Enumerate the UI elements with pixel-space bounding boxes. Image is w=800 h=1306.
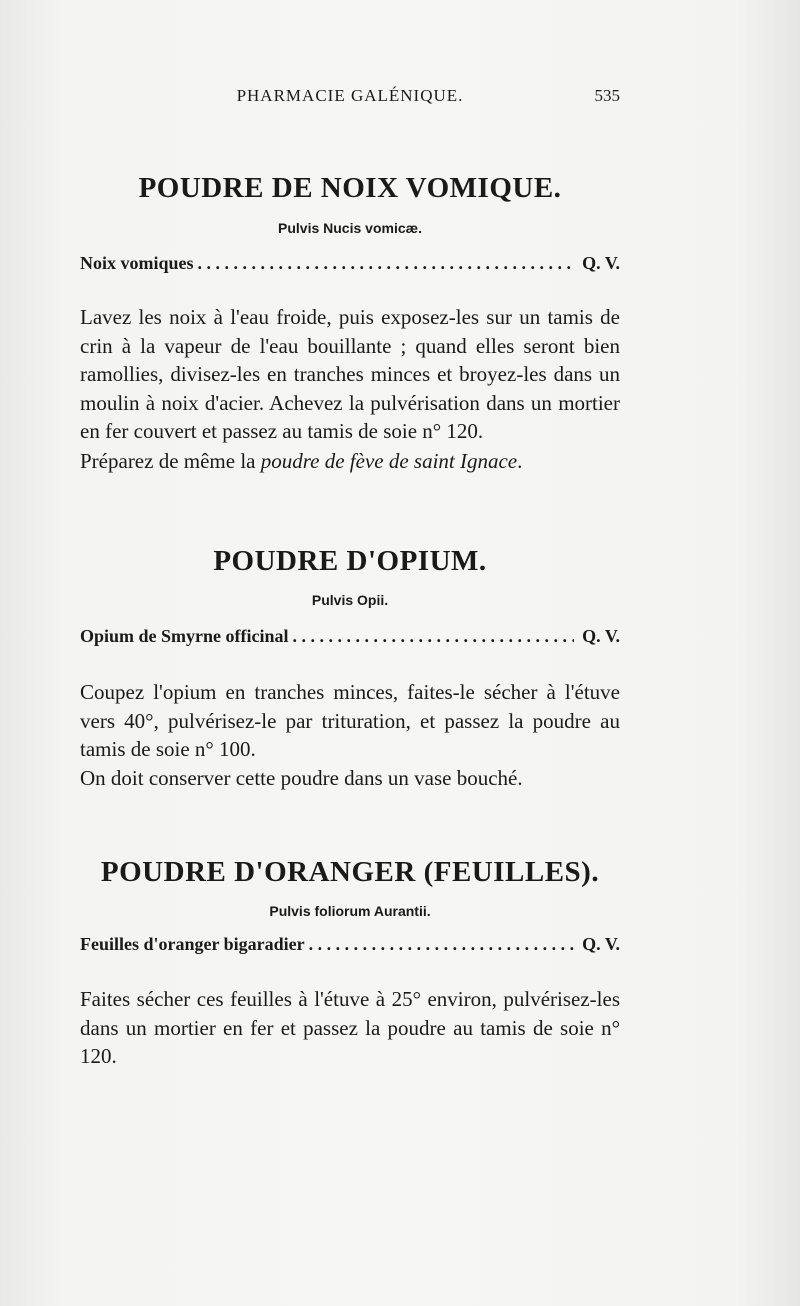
note-suffix: . [517,449,523,473]
note-prefix: Préparez de même la [80,449,261,473]
latin-name-noix-vomique: Pulvis Nucis vomicæ. [278,220,422,236]
ingredient-line-oranger [80,934,620,955]
paragraph-oranger: Faites sécher ces feuilles à l'étuve à 25° environ, pulvérisez-les dans un mortier en fer et passez la poudre au tamis de soie n° 120. [80,987,620,1068]
ingredient-quantity: Q. V. [582,626,620,646]
section-title-oranger: POUDRE D'ORANGER (FEUILLES). [100,856,600,888]
paragraph-noix-vomique: Lavez les noix à l'eau froide, puis exposez-les sur un tamis de crin à la vapeur de l'eau bouillante ; quand elles seront bien ramollies, divisez-les en tranches minces et broyez-les dans un moulin à noix d'acier. Achevez la pulvérisation dans un mortier en fer couvert et passez au tamis de soie n° 120. [80,305,620,443]
section-title-noix-vomique: POUDRE DE NOIX VOMIQUE. [138,172,562,204]
section-title-opium: POUDRE D'OPIUM. [213,545,487,577]
paragraph-opium-2: On doit conserver cette poudre dans un vase bouché. [80,766,523,790]
leader-dots [289,626,575,647]
ingredient-quantity: Q. V. [582,253,620,273]
running-head [80,86,620,112]
running-title: PHARMACIE GALÉNIQUE. [236,86,464,105]
latin-name-opium: Pulvis Opii. [311,592,389,608]
ingredient-name: Feuilles d'oranger bigaradier [80,934,305,954]
latin-name-oranger: Pulvis foliorum Aurantii. [269,903,431,919]
ingredient-quantity: Q. V. [582,934,620,954]
note-feve-saint-ignace [80,447,620,476]
ingredient-name: Opium de Smyrne officinal [80,626,289,646]
ingredient-line-opium [80,626,620,647]
leader-dots [305,934,574,955]
paragraph-opium-1: Coupez l'opium en tranches minces, faites-le sécher à l'étuve vers 40°, pulvérisez-le par trituration, et passez la poudre au tamis de soie n° 100. [80,680,620,761]
note-italic-term: poudre de fève de saint Ignace [260,449,518,473]
ingredient-name: Noix vomiques [80,253,194,273]
page-number: 535 [594,86,620,105]
ingredient-line-noix-vomique [80,253,620,274]
leader-dots [194,253,575,274]
